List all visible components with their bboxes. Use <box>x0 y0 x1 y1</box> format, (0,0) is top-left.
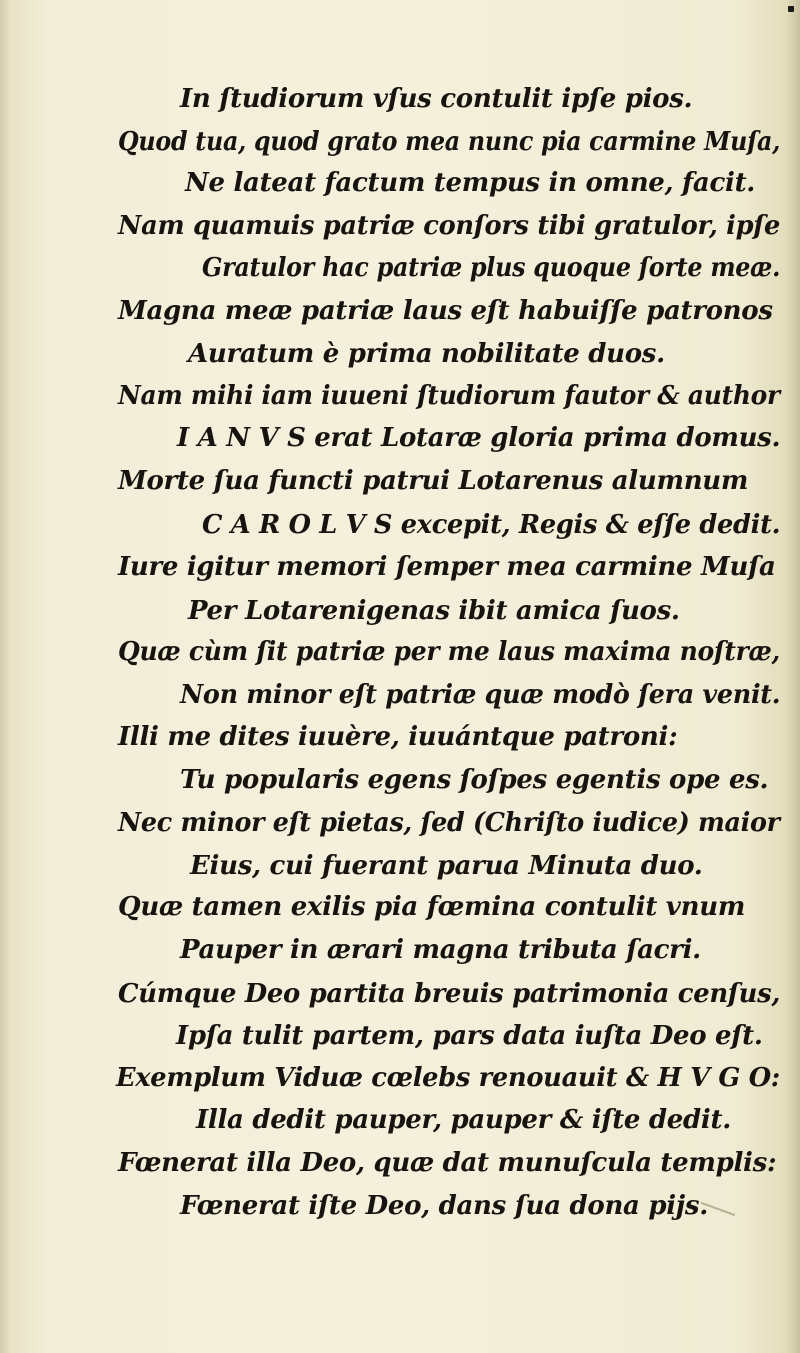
poem-line-1: In ſtudiorum vſus contulit ipſe pios. <box>180 84 693 114</box>
poem-line-16: Illi me dites iuuère, iuuántque patroni: <box>118 722 678 752</box>
poem-line-3: Ne lateat factum tempus in omne, facit. <box>185 168 756 198</box>
poem-line-5: Gratulor hac patriæ plus quoque ſorte meæ. <box>202 253 781 283</box>
poem-line-15: Non minor eſt patriæ quæ modò ſera venit. <box>180 680 781 710</box>
poem-line-8: Nam mihi iam iuueni ſtudiorum fautor & author <box>118 381 780 411</box>
poem-line-2: Quod tua, quod grato mea nunc pia carmine Muſa, <box>118 127 781 157</box>
poem-line-25: Illa dedit pauper, pauper & iſte dedit. <box>196 1105 731 1135</box>
page-edge-shadow <box>786 0 800 1353</box>
poem-line-13: Per Lotarenigenas ibit amica ſuos. <box>188 596 680 626</box>
poem-line-12: Iure igitur memori ſemper mea carmine Muſa <box>118 552 776 582</box>
poem-line-18: Nec minor eſt pietas, ſed (Chriſto iudice) maior <box>118 808 780 838</box>
poem-line-23: Ipſa tulit partem, pars data iuſta Deo eſt. <box>176 1021 763 1051</box>
poem-line-14: Quæ cùm ſit patriæ per me laus maxima noſtræ, <box>118 637 780 667</box>
poem-line-4: Nam quamuis patriæ conſors tibi gratulor, ipſe <box>118 211 780 241</box>
poem-line-24: Exemplum Viduæ cœlebs renouauit & H V G O: <box>116 1063 780 1093</box>
poem-line-22: Cúmque Deo partita breuis patrimonia cenſus, <box>118 979 781 1009</box>
poem-line-26: Fœnerat illa Deo, quæ dat munuſcula templis: <box>118 1148 777 1178</box>
poem-line-6: Magna meæ patriæ laus eſt habuiſſe patronos <box>118 296 773 326</box>
poem-line-11: C A R O L V S excepit, Regis & eſſe dedit. <box>202 510 781 540</box>
poem-line-27: Fœnerat iſte Deo, dans ſua dona pijs. <box>180 1191 708 1221</box>
poem-line-21: Pauper in ærari magna tributa ſacri. <box>180 935 701 965</box>
corner-mark <box>788 6 794 12</box>
poem-line-20: Quæ tamen exilis pia fœmina contulit vnum <box>118 892 746 922</box>
poem-line-10: Morte ſua functi patrui Lotarenus alumnum <box>118 466 749 496</box>
page-gutter-shadow <box>0 0 10 1353</box>
poem-line-9: I A N V S erat Lotaræ gloria prima domus. <box>177 423 781 453</box>
poem-line-19: Eius, cui fuerant parua Minuta duo. <box>190 851 703 881</box>
poem-line-7: Auratum è prima nobilitate duos. <box>188 339 665 369</box>
poem-line-17: Tu popularis egens ſoſpes egentis ope es. <box>180 765 769 795</box>
